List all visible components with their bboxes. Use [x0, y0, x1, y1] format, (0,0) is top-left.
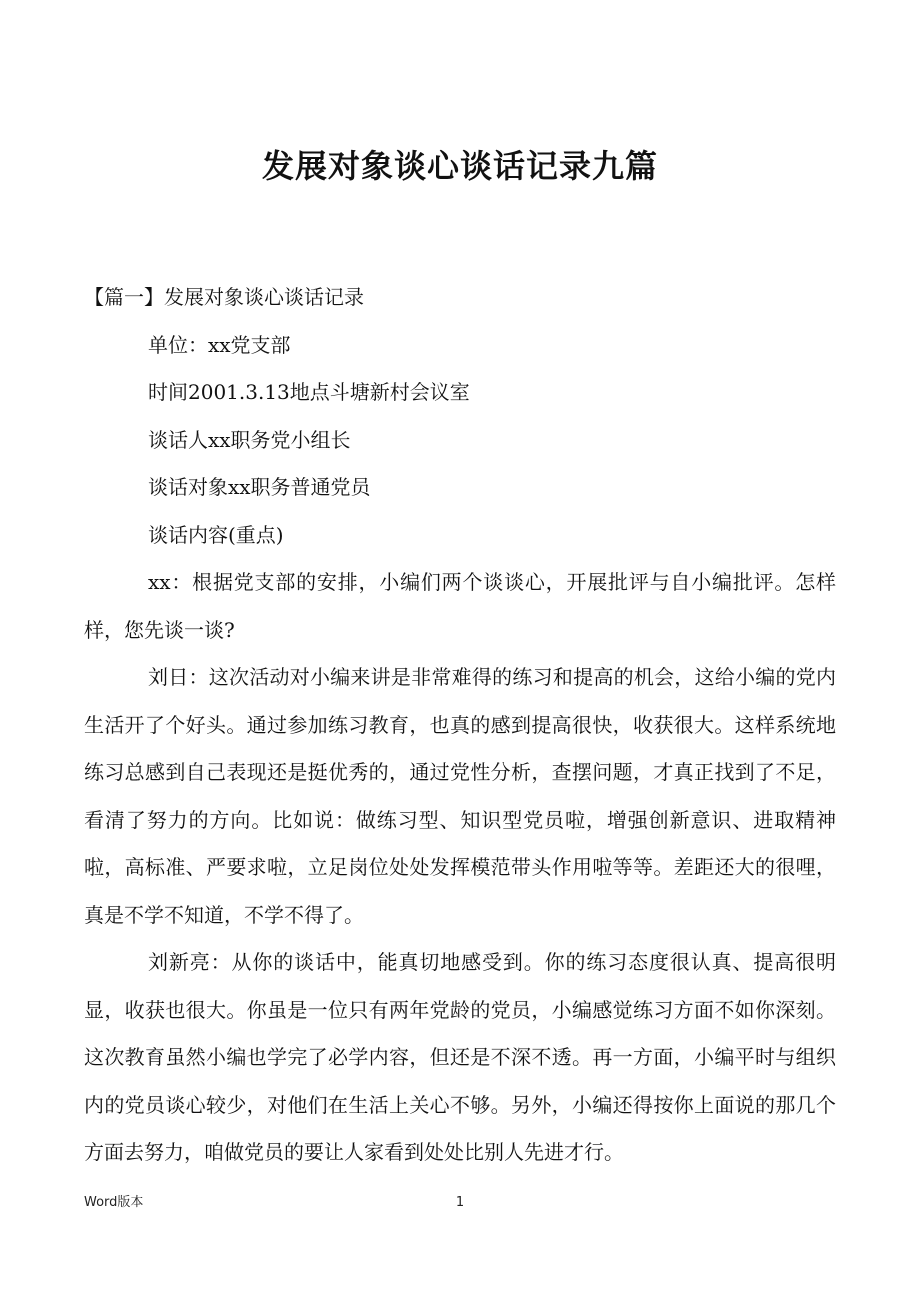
section-heading: 【篇一】发展对象谈心谈话记录 [84, 285, 364, 309]
paragraph: xx：根据党支部的安排，小编们两个谈谈心，开展批评与自小编批评。怎样样，您先谈一谈? [84, 570, 836, 642]
document-title: 发展对象谈心谈话记录九篇 [261, 147, 658, 185]
field-time-location: 时间2001.3.13地点斗塘新村会议室 [148, 380, 470, 404]
paragraph: 刘日：这次活动对小编来讲是非常难得的练习和提高的机会，这给小编的党内生活开了个好头。通过参加练习教育，也真的感到提高很快，收获很大。这样系统地练习总感到自己表现还是挺优秀的，通过党性分析，查摆问题，才真正找到了不足，看清了努力的方向。比如说：做练习型、知识型党员啦，增强创新意识、进取精神啦，高标准、严要求啦，立足岗位处处发挥模范带头作用啦等等。差距还大的很哩，真是不学不知道，不学不得了。 [84, 665, 836, 927]
field-content-heading: 谈话内容(重点) [148, 522, 284, 547]
field-interviewee: 谈话对象xx职务普通党员 [148, 475, 371, 499]
footer-page-number: 1 [455, 1195, 465, 1210]
field-interviewer: 谈话人xx职务党小组长 [148, 427, 351, 452]
field-unit: 单位：xx党支部 [148, 332, 291, 357]
paragraph: 刘新亮：从你的谈话中，能真切地感受到。你的练习态度很认真、提高很明显，收获也很大。你虽是一位只有两年党龄的党员，小编感觉练习方面不如你深刻。这次教育虽然小编也学完了必学内容，但还是不深不透。再一方面，小编平时与组织内的党员谈心较少，对他们在生活上关心不够。另外，小编还得按你上面说的那几个方面去努力，咱做党员的要让人家看到处处比别人先进才行。 [84, 950, 836, 1164]
footer-label: Word版本 [84, 1195, 144, 1210]
document-body [84, 274, 836, 1177]
